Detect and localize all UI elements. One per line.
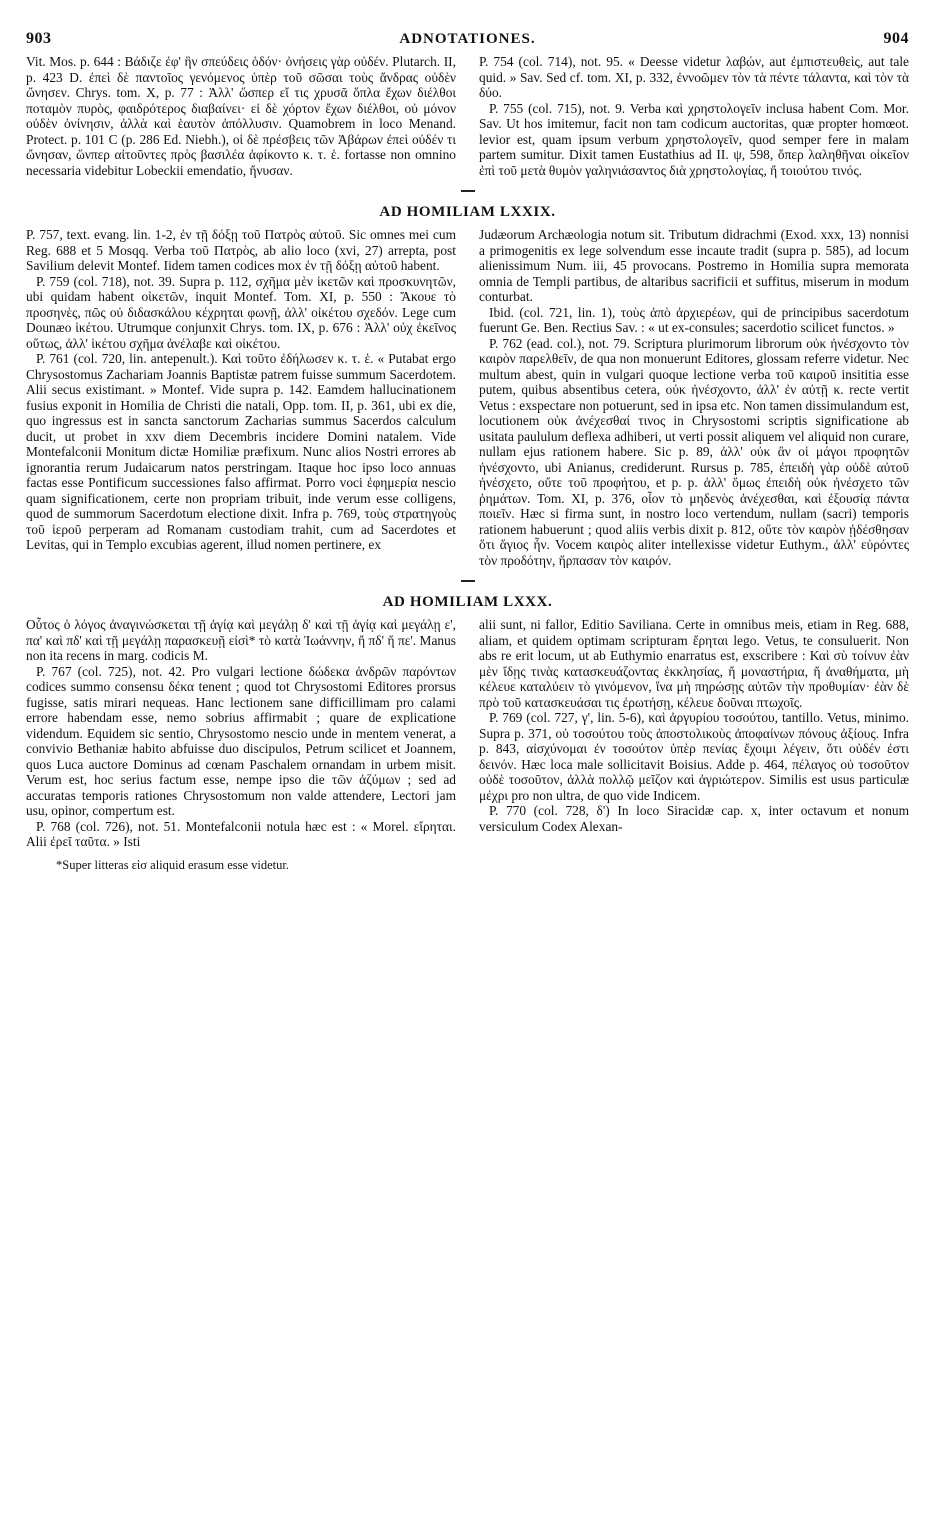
section-lxxix-right-column: [479, 227, 909, 568]
paragraph: P. 768 (col. 726), not. 51. Montefalconii notula hæc est : « Morel. εἴρηται. Alii ἐρεῖ ταῦτα. » Isti: [26, 818, 456, 849]
page: [26, 30, 909, 873]
top-columns: [26, 54, 909, 178]
section-lxxx-right-column: [479, 617, 909, 850]
running-title: ADNOTATIONES.: [399, 31, 536, 47]
running-header: [26, 30, 909, 54]
section-lxxix-left-column: [26, 227, 456, 568]
paragraph: P. 755 (col. 715), not. 9. Verba καὶ χρηστολογεῖν inclusa habent Com. Mor. Sav. Ut hos imitemur, facit non tam codicum auctoritas, quæ propter homœot. levior est, quam ipsum verbum χρηστολογεῖν, quod semper fere in malam partem sumitur. Dixit tamen Eustathius ad II. ψ, 598, ὅπερ λαληθῆναι οἰκεῖον ἐπὶ τοῦ μετὰ θυμὸν γαληνιάσαντος διὰ χρηστολογίας, ἤ τοιούτου τινός.: [479, 100, 909, 178]
paragraph: P. 767 (col. 725), not. 42. Pro vulgari lectione δώδεκα ἀνδρῶν παρόντων codices summo consensu δέκα tenent ; quod tot Chrysostomi Editores prorsus fugisse, satis mirari nequeas. Hanc lectionem sane difficillimam pro calami errore habendam esse, nemo sobrius affirmabit ; quare de explicatione videndum. Equidem sic sentio, Chrysostomo nescio unde in mentem venerat, a convivio Bethaniæ habito abfuisse duo discipulos, Petrum scilicet et Joannem, quos Luca auctore Dominus ad cœnam Paschalem ornandam in urbem misit. Verum est, hoc serius factum esse, nempe ipso die τῶν ἀζύμων ; sed ad accuratas temporis rationes Chrysostomum non valde attendere, Lectori jam usu, opinor, compertum est.: [26, 663, 456, 818]
right-page-number: 904: [883, 30, 909, 47]
paragraph: P. 770 (col. 728, δ') In loco Siracidæ cap. x, inter octavum et nonum versiculum Codex Alexan-: [479, 803, 909, 834]
section-divider: [461, 580, 475, 582]
left-page-number: 903: [26, 30, 52, 47]
top-left-column: [26, 54, 456, 178]
paragraph: P. 757, text. evang. lin. 1-2, ἐν τῇ δόξῃ τοῦ Πατρὸς αὐτοῦ. Sic omnes mei cum Reg. 688 et 5 Mosqq. Verba τοῦ Πατρὸς, ab alio loco (xvi, 27) arrepta, post Savilium delevit Montef. Iidem tamen codices mox ἐν τῇ δόξῃ αὐτοῦ habent.: [26, 227, 456, 273]
footnote: *Super litteras εἰσ aliquid erasum esse videtur.: [56, 857, 290, 872]
paragraph: Vit. Mos. p. 644 : Βάδιζε ἐφ' ἣν σπεύδεις ὁδόν· ὀνήσεις γὰρ οὐδέν. Plutarch. II, p. 423 D. ἐπεὶ δὲ παντοῖος γενόμενος ὑπὲρ τοῦ σῶσαι τοὺς ἄνδρας οὐδὲν ὤνησεν. Chrys. tom. X, p. 77 : Ἀλλ' ὥσπερ εἴ τις χρυσᾶ ὅπλα ἔχων διέλθοι ποταμὸν πυρὸς, φαιδρότερος διαβαίνει· εἰ δὲ χόρτον ἔχων διέλθοι, οὐ μόνον οὐδὲν ὀνίνησιν, ἀλλὰ καὶ ἑαυτὸν ἀπόλλυσιν. Quamobrem in loco Menand. Protect. p. 101 C (p. 286 Ed. Niebh.), οἱ δὲ πρέσβεις τῶν Ἀβάρων ἐπεὶ οὐδέν τι ὤνησαν, ὥνπερ αἰτοῦντες πρὸς βασιλέα ἀφίκοντο κ. τ. ἑ. fortasse non omnino necessaria videbitur Lobeckii emendatio, ἤνυσαν.: [26, 54, 456, 178]
paragraph: Judæorum Archæologia notum sit. Tributum didrachmi (Exod. xxx, 13) nonnisi a primogenitis ex lege solvendum esse incaute tradit (supra p. 585), ad locum alienissimum Num. iii, 45 provocans. Postremo in Homilia supra memorata omnia de Templi partibus, de altaribus sacrificii et suffitus, miserum in modum conturbat.: [479, 227, 909, 304]
section-lxxx-columns: [26, 617, 909, 850]
section-title-lxxix: AD HOMILIAM LXXIX.: [379, 204, 556, 220]
paragraph: P. 762 (ead. col.), not. 79. Scriptura plurimorum librorum οὐκ ἠνέσχοντο τὸν καιρὸν παρελθεῖν, de qua non monuerunt Editores, glossam referre videtur. Nec multum abest, quin in vulgari quoque lectione verba τοῦ καιροῦ insititia esse putem, quibus absentibus cetera, οὐκ ἠνέσχοντο, ἀλλ' ἐν αὐτῇ κ. recte vertit Vetus : exspectare non potuerunt, sed in ipsa etc. Non tamen dissimulandum est, locutionem οὐκ ἀνέχεσθαί τινος in Chrysostomi scriptis significatione ab usitata paululum deflexa adhiberi, ut verti possit aliquem vel aliquid non curare, nullam ejus rationem habere. Sic p. 89, ἀλλ' οὐκ ἂν οἱ μάγοι προφητῶν ἠνέσχοντο, ubi Anianus, crediderunt. Rursus p. 785, ἐπειδὴ γὰρ οὐδὲ αὐτοῦ ἠνέσχετο, οὔτε τοῦ προφήτου, et p. p. ἀλλ' ὅμως ἐπειδὴ οὐκ ἠνέσχετο τῶν ῥημάτων. Tom. XI, p. 376, οἷον τὸ μηδενὸς ἀνέχεσθαι, καὶ ἐξουσίᾳ πάντα ποιεῖν. Hæc si firma sunt, in nostro loco vertendum, nullam (sacri) temporis rationem habuerunt ; quod aliis verbis dixit p. 812, οὔτε τὸν καιρὸν ᾐδέσθησαν ὅτι ἅγιος ἦν. Vocem καιρὸς aliter intellexisse videtur Euthym., ἀλλ' εὑρόντες τὸν προδότην, ἥρπασαν τὸν καιρόν.: [479, 335, 909, 568]
paragraph: P. 769 (col. 727, γ', lin. 5-6), καὶ ἀργυρίου τοσούτου, tantillo. Vetus, minimo. Supra p. 371, οὐ τοσούτου τοὺς ἀποστολικοὺς ἀποφαίνων πόνους ἀξίους. Infra p. 843, αἰσχύνομαι ἐν τοσούτον ὑπὲρ πενίας ἔχοιμι λέγειν, ὅτι οὐδέν ἐστι δεινόν. Hæc loca male sollicitavit Boisius. Adde p. 464, πέλαγος οὐ τοσοῦτον οὐδὲ τοσοῦτον, ἀλλὰ πολλῷ μεῖζον καὶ ἀγριώτερον. Similis est usus particulæ μέχρι pro non ultra, de quo vide Indicem.: [479, 710, 909, 803]
paragraph: P. 754 (col. 714), not. 95. « Deesse videtur λαβών, aut ἐμπιστευθεὶς, aut tale quid. » Sav. Sed cf. tom. XI, p. 332, ἐννοῶμεν τὸν τὰ πέντε τάλαντα, καὶ τὸν τὰ δύο.: [479, 54, 909, 100]
section-lxxx-left-column: [26, 617, 456, 850]
top-right-column: [479, 54, 909, 178]
section-lxxix-columns: [26, 227, 909, 568]
paragraph: alii sunt, ni fallor, Editio Saviliana. Certe in omnibus meis, etiam in Reg. 688, aliam, et quidem optimam scripturam ἔρηται lego. Vetus, te consuluerit. Non abs re erit locum, ut ab Euthymio enarratus est, exscribere : Καὶ σὺ τοίνυν ἐὰν μὲν ἴδῃς τινὰς κατασκευάζοντας ἐκκλησίας, ἤ μοναστήρια, ἤ ἀναθήματα, μὴ κέλευε καταλύειν τὸ γινόμενον, ἵνα μὴ πηρώσῃς αὐτῶν τὴν προθυμίαν· ἐὰν δὲ πρὸ τοῦ κατασκευάσαι τις ἐρωτήσῃ, κέλευε δοῦναι πτωχοῖς.: [479, 617, 909, 710]
paragraph: P. 759 (col. 718), not. 39. Supra p. 112, σχῆμα μὲν ἱκετῶν καὶ προσκυνητῶν, ubi quidam habent οἰκετῶν, inquit Montef. Tom. XI, p. 550 : Ἄκουε τὸ προσηνὲς, πῶς οὐ διδασκάλου κέχρηται φωνῇ, ἀλλ' οἰκέτου σχεδόν. Lege cum Dounæo ἱκέτου. Utrumque conjunxit Chrys. tom. IX, p. 676 : Ἀλλ' οὐχ ἐκεῖνος οὕτως, ἀλλ' ἱκέτου σχῆμα ἀνέλαβε καὶ οἰκέτου.: [26, 273, 456, 351]
paragraph: Ibid. (col. 721, lin. 1), τοὺς ἀπὸ ἀρχιερέων, qui de principibus sacerdotum fuerunt Ge. Ben. Rectius Sav. : « ut ex-consules; sacerdotio scilicet functos. »: [479, 304, 909, 335]
section-divider: [461, 190, 475, 192]
section-title-lxxx: AD HOMILIAM LXXX.: [382, 594, 553, 610]
paragraph: P. 761 (col. 720, lin. antepenult.). Καὶ τοῦτο ἐδήλωσεν κ. τ. ἑ. « Putabat ergo Chrysostomus Zachariam Joannis Baptistæ patrem fuisse summum Sacerdotem. Alii secus existimant. » Montef. Vide supra p. 142. Eamdem hallucinationem fusius exponit in Homilia de Christi die natali, Opp. tom. II, p. 361, ubi ex die, quo ingressus est in sancta sanctorum Zacharias summus Sacerdos calculum ducit, ut probet in xxv diem Decembris incidere Domini natalem. Vide Montefalconii Monitum dictæ Homiliæ præfixum. Nunc alios Nostri errores ab ignorantia rerum Judaicarum natos perstringam. Itaque hoc ipso loco annuas factas esse Pontificum successiones falso affirmat. Porro voci ἐφημερία nescio quam significationem, certe non propriam tribuit, inde verum esse colligens, quod de summorum Sacerdotum electione dixit. Infra p. 769, τοὺς στρατηγοὺς τοῦ ἱεροῦ perperam ad Romanam custodiam trahit, cum ad Sacerdotes et Levitas, qui in Templo excubias agerent, illud nomen pertinere, ex: [26, 351, 456, 552]
paragraph: Οὗτος ὁ λόγος ἀναγινώσκεται τῇ ἁγίᾳ καὶ μεγάλῃ δ' καὶ τῇ ἁγίᾳ καὶ μεγάλῃ ε', πα' καὶ πδ' καὶ τῇ μεγάλῃ παρασκευῇ εἰσὶ* τὸ κατὰ Ἰωάννην, ἤ πδ' ἤ πε'. Manus non ita recens in marg. codicis M.: [26, 617, 456, 663]
